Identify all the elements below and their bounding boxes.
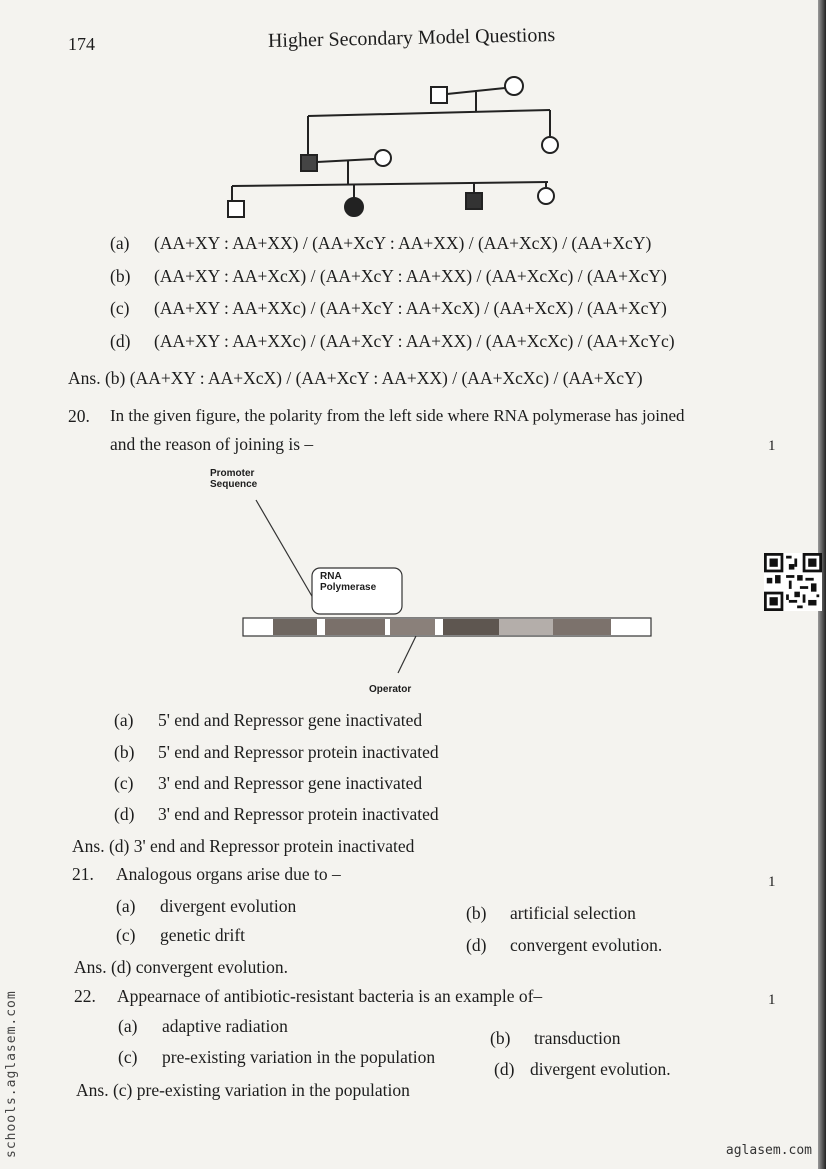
q22-answer: Ans. (c) pre-existing variation in the population [76, 1080, 410, 1100]
q21-text: Analogous organs arise due to – [116, 864, 341, 884]
pedigree-chart [220, 72, 580, 222]
q22-text: Appearnace of antibiotic-resistant bacteria is an example of– [117, 986, 543, 1006]
pedigree-male-affected [301, 155, 317, 171]
q21-option-c: (c) genetic drift [116, 925, 246, 945]
pedigree-female-unaffected [542, 137, 558, 153]
q20-text-line1: In the given figure, the polarity from the left side where RNA polymerase has joined [110, 406, 685, 425]
q21-number: 21. [72, 864, 94, 884]
q21-marks: 1 [768, 874, 776, 890]
pedigree-female-unaffected [375, 150, 391, 166]
q21-answer: Ans. (d) convergent evolution. [74, 957, 289, 977]
q21-option-a: (a) divergent evolution [116, 896, 297, 916]
page-number: 174 [68, 34, 95, 54]
q22-number: 22. [74, 986, 96, 1006]
pedigree-male-unaffected [431, 87, 447, 103]
q19-option-a: (a) (AA+XY : AA+XX) / (AA+XcY : AA+XX) / (AA+XcX) / (AA+XcY) [110, 233, 652, 253]
q19-option-d: (d) (AA+XY : AA+XXc) / (AA+XcY : AA+XX) / (AA+XcXc) / (AA+XcYc) [110, 331, 675, 351]
q20-text-line2: and the reason of joining is – [110, 434, 314, 454]
rna-polymerase-label: RNA Polymerase [320, 571, 377, 593]
operator-label: Operator [369, 684, 412, 695]
q20-option-a: (a) 5' end and Repressor gene inactivated [114, 710, 423, 730]
q20-marks: 1 [768, 438, 776, 454]
q20-answer: Ans. (d) 3' end and Repressor protein inactivated [72, 836, 415, 856]
q22-option-d: (d) divergent evolution. [494, 1059, 671, 1079]
q19-answer: Ans. (b) (AA+XY : AA+XcX) / (AA+XcY : AA+XX) / (AA+XcXc) / (AA+XcY) [68, 368, 643, 388]
pedigree-female-affected [345, 198, 363, 216]
pedigree-female-unaffected [505, 77, 523, 95]
page-header: Higher Secondary Model Questions [267, 23, 556, 52]
q22-option-c: (c) pre-existing variation in the population [118, 1047, 436, 1067]
q19-option-b: (b) (AA+XY : AA+XcX) / (AA+XcY : AA+XX) / (AA+XcXc) / (AA+XcY) [110, 266, 667, 286]
q21-option-d: (d) convergent evolution. [466, 935, 663, 955]
q20-option-b: (b) 5' end and Repressor protein inactivated [114, 742, 439, 762]
q22-marks: 1 [768, 992, 776, 1008]
q19-option-c: (c) (AA+XY : AA+XXc) / (AA+XcY : AA+XcX) / (AA+XcX) / (AA+XcY) [110, 298, 667, 318]
pedigree-male-unaffected [228, 201, 244, 217]
q20-option-d: (d) 3' end and Repressor protein inactivated [114, 804, 439, 824]
side-watermark: schools.aglasem.com [4, 990, 19, 1158]
q20-number: 20. [68, 406, 90, 426]
q21-option-b: (b) artificial selection [466, 903, 636, 923]
pedigree-female-unaffected [538, 188, 554, 204]
qr-code [764, 553, 822, 611]
q22-option-a: (a) adaptive radiation [118, 1016, 288, 1036]
q20-option-c: (c) 3' end and Repressor gene inactivated [114, 773, 423, 793]
promoter-label: Promoter Sequence [210, 468, 258, 490]
operon-diagram [240, 495, 660, 675]
footer-watermark: aglasem.com [725, 1143, 812, 1158]
q22-option-b: (b) transduction [490, 1028, 621, 1048]
pedigree-male-affected [466, 193, 482, 209]
